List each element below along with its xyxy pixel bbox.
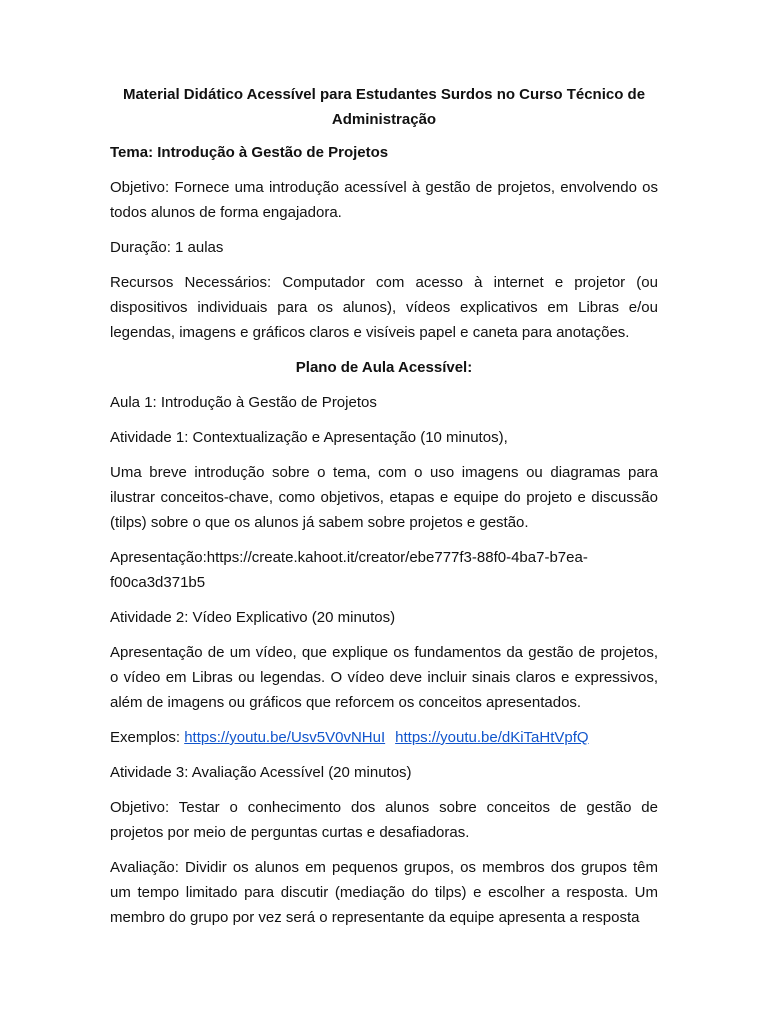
video-link-1[interactable]: https://youtu.be/Usv5V0vNHuI [184, 729, 386, 746]
exemplos-paragraph [110, 725, 658, 750]
aula1-paragraph: Aula 1: Introdução à Gestão de Projetos [110, 394, 377, 411]
apresentacao-line-1: Apresentação:https://create.kahoot.it/creator/ebe777f3-88f0-4ba7-b7ea- [110, 549, 588, 566]
recursos-paragraph: Recursos Necessários: Computador com acesso à internet e projetor (ou dispositivos individuais para os alunos), vídeos explicativos em Libras e/ou legendas, imagens e gráficos claros e visíveis papel e caneta para anotações. [110, 274, 658, 341]
atividade1-title: Atividade 1: Contextualização e Apresentação (10 minutos), [110, 429, 508, 446]
apresentacao-line-2: f00ca3d371b5 [110, 574, 206, 591]
apresentacao-paragraph [110, 545, 658, 595]
video-link-2[interactable]: https://youtu.be/dKiTaHtVpfQ [395, 729, 589, 746]
plano-heading: Plano de Aula Acessível: [295, 359, 473, 376]
duracao-paragraph: Duração: 1 aulas [110, 239, 224, 256]
title-line-2: Administração [331, 111, 437, 128]
atividade3-objetivo: Objetivo: Testar o conhecimento dos alunos sobre conceitos de gestão de projetos por meio de perguntas curtas e desafiadoras. [110, 799, 658, 841]
exemplos-label: Exemplos: [110, 729, 185, 746]
tema-heading: Tema: Introdução à Gestão de Projetos [110, 144, 389, 161]
document-page [110, 82, 658, 940]
atividade2-text: Apresentação de um vídeo, que explique os fundamentos da gestão de projetos, o vídeo em Libras ou legendas. O vídeo deve incluir sinais claros e expressivos, além de imagens ou gráficos que reforcem os conceitos apresentados. [110, 644, 658, 711]
title-line-1: Material Didático Acessível para Estudantes Surdos no Curso Técnico de [122, 86, 646, 103]
objetivo-paragraph: Objetivo: Fornece uma introdução acessível à gestão de projetos, envolvendo os todos alunos de forma engajadora. [110, 179, 658, 221]
atividade2-title: Atividade 2: Vídeo Explicativo (20 minutos) [110, 609, 396, 626]
atividade1-text: Uma breve introdução sobre o tema, com o uso imagens ou diagramas para ilustrar conceitos-chave, como objetivos, etapas e equipe do projeto e discussão (tilps) sobre o que os alunos já sabem sobre projetos e gestão. [110, 464, 658, 531]
document-title [110, 82, 658, 132]
atividade3-title: Atividade 3: Avaliação Acessível (20 minutos) [110, 764, 412, 781]
avaliacao-paragraph: Avaliação: Dividir os alunos em pequenos grupos, os membros dos grupos têm um tempo limitado para discutir (mediação do tilps) e escolher a resposta. Um membro do grupo por vez será o representante da equipe apresenta a resposta [110, 859, 658, 926]
